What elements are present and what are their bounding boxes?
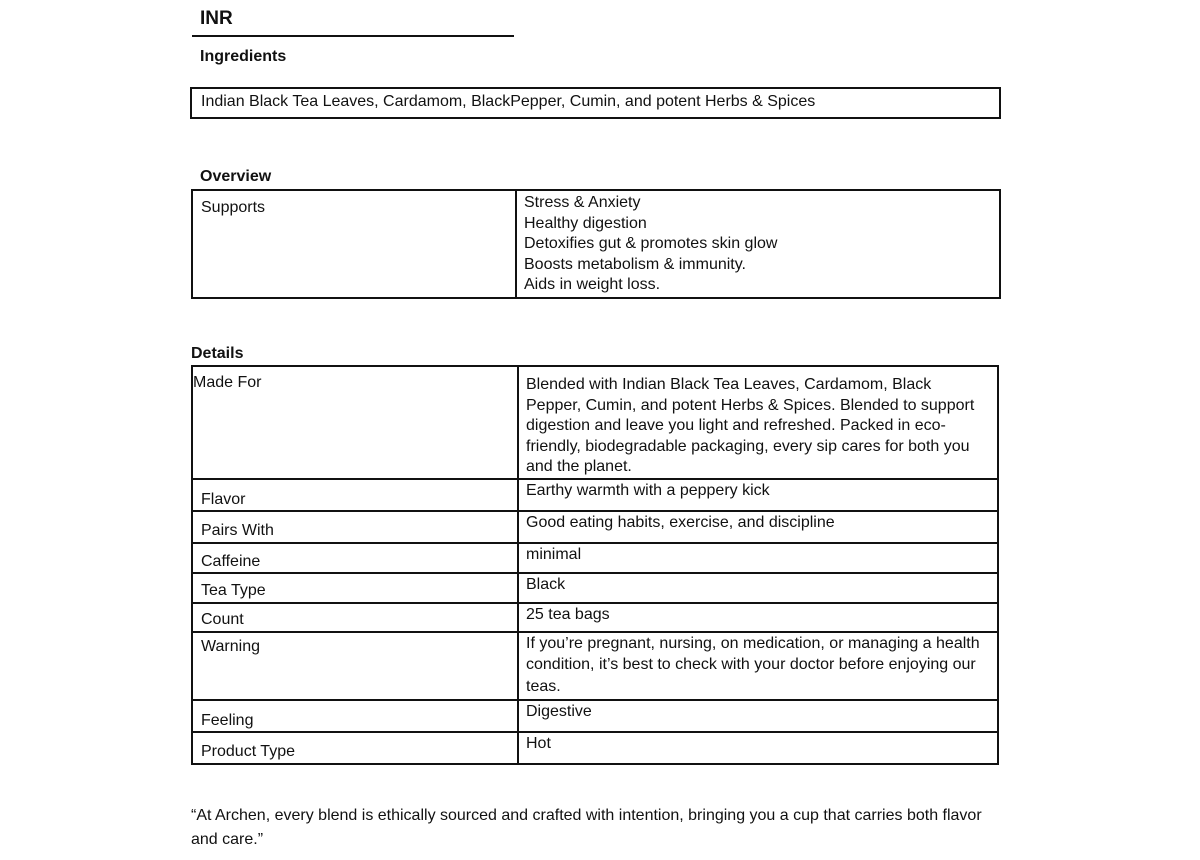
- table-row: [192, 511, 998, 543]
- table-row: [192, 366, 998, 479]
- detail-value: minimal: [518, 543, 998, 574]
- detail-label: Made For: [192, 366, 518, 479]
- detail-value: Hot: [518, 732, 998, 764]
- ingredients-box: [190, 87, 1001, 119]
- table-row: [192, 479, 998, 512]
- supports-list: [516, 190, 1000, 298]
- table-row: [192, 732, 998, 764]
- overview-table: [191, 189, 1001, 299]
- list-item: Stress & Anxiety: [524, 194, 641, 211]
- detail-label: Flavor: [192, 479, 518, 512]
- detail-label: Caffeine: [192, 543, 518, 574]
- currency-divider: [192, 35, 514, 37]
- table-row: [192, 190, 1000, 298]
- list-item: Aids in weight loss.: [524, 276, 661, 293]
- detail-value: Black: [518, 573, 998, 603]
- detail-label: Count: [192, 603, 518, 632]
- detail-value: Blended with Indian Black Tea Leaves, Cardamom, Black Pepper, Cumin, and potent Herbs & Spices. Blended to support digestion and leave you light and refreshed. Packed in eco-friendly, biodegradable packaging, every sip cares for both you and the planet.: [518, 366, 998, 479]
- overview-heading: Overview: [200, 168, 272, 185]
- detail-value: If you’re pregnant, nursing, on medication, or managing a health condition, it’s best to check with your doctor before enjoying our teas.: [518, 632, 998, 700]
- supports-label: Supports: [192, 190, 516, 298]
- ingredients-text: Indian Black Tea Leaves, Cardamom, BlackPepper, Cumin, and potent Herbs & Spices: [201, 93, 816, 110]
- detail-label: Tea Type: [192, 573, 518, 603]
- currency-label: INR: [200, 8, 233, 29]
- table-row: [192, 573, 998, 603]
- list-item: Detoxifies gut & promotes skin glow: [524, 235, 778, 252]
- details-heading: Details: [191, 345, 244, 362]
- table-row: [192, 632, 998, 700]
- detail-value: Good eating habits, exercise, and discipline: [518, 511, 998, 543]
- table-row: [192, 603, 998, 632]
- detail-value: Earthy warmth with a peppery kick: [518, 479, 998, 512]
- detail-value: Digestive: [518, 700, 998, 733]
- table-row: [192, 543, 998, 574]
- detail-label: Product Type: [192, 732, 518, 764]
- ingredients-heading: Ingredients: [200, 48, 287, 65]
- list-item: Boosts metabolism & immunity.: [524, 255, 746, 273]
- list-item: Healthy digestion: [524, 214, 647, 232]
- brand-quote: “At Archen, every blend is ethically sourced and crafted with intention, bringing you a cup that carries both flavor and care.”: [191, 807, 982, 848]
- detail-label: Warning: [192, 632, 518, 700]
- details-table: [191, 365, 999, 765]
- detail-value: 25 tea bags: [518, 603, 998, 632]
- detail-label: Pairs With: [192, 511, 518, 543]
- table-row: [192, 700, 998, 733]
- detail-label: Feeling: [192, 700, 518, 733]
